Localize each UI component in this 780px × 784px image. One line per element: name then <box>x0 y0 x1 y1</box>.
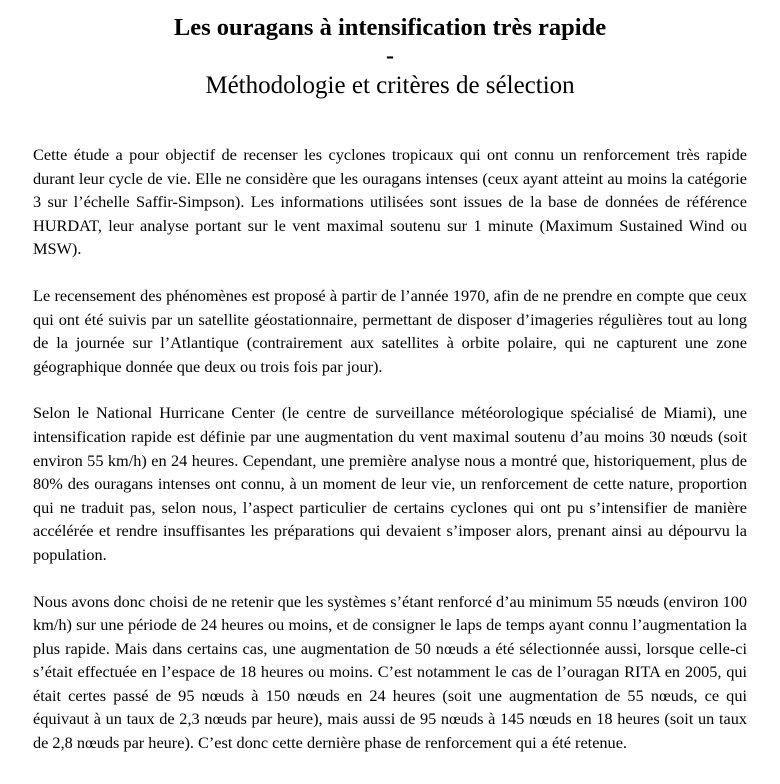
title-separator: - <box>386 43 394 69</box>
document-title: Les ouragans à intensification très rapide <box>173 14 607 41</box>
paragraph-selection-criteria: Nous avons donc choisi de ne retenir que les systèmes s’étant renforcé d’au minimum 55 nœuds (environ 100 km/h) sur une période de 24 heures ou moins, et de consigner le laps de temps ayant connu l’augmentation la plus rapide. Mais dans certains cas, une augmentation de 50 nœuds a été sélectionnée aussi, lorsque celle-ci s’était effectuée en l’espace de 18 heures ou moins. C’est notamment le cas de l’ouragan RITA en 2005, qui était certes passé de 95 nœuds à 150 nœuds en 24 heures (soit une augmentation de 55 nœuds, ce qui équivaut à un taux de 2,3 nœuds par heure), mais aussi de 95 nœuds à 145 nœuds en 18 heures (soit un taux de 2,8 nœuds par heure). C’est donc cette dernière phase de renforcement qui a été retenue. <box>33 591 747 753</box>
document-body <box>33 143 747 755</box>
document-subtitle: Méthodologie et critères de sélection <box>205 72 575 99</box>
paragraph-definition: Selon le National Hurricane Center (le centre de surveillance météorologique spécialisé de Miami), une intensification rapide est définie par une augmentation du vent maximal soutenu d’au moins 30 nœuds (soit environ 55 km/h) en 24 heures. Cependant, une première analyse nous a montré que, historiquement, plus de 80% des ouragans intenses ont connu, à un moment de leur vie, un renforcement de cette nature, proportion qui ne traduit pas, selon nous, l’aspect particulier de certains cyclones qui ont pu s’intensifier de manière accélérée et rendre insuffisantes les préparations qui devaient s’imposer alors, prenant ainsi au dépourvu la population. <box>33 403 747 564</box>
paragraph-census-period: Le recensement des phénomènes est proposé à partir de l’année 1970, afin de ne prendre en compte que ceux qui ont été suivis par un satellite géostationnaire, permettant de disposer d’imageries régulières tout au long de la journée sur l’Atlantique (contrairement aux satellites à orbite polaire, qui ne capturent une zone géographique donnée que deux ou trois fois par jour). <box>33 285 747 376</box>
paragraph-objective: Cette étude a pour objectif de recenser les cyclones tropicaux qui ont connu un renforcement très rapide durant leur cycle de vie. Elle ne considère que les ouragans intenses (ceux ayant atteint au moins la catégorie 3 sur l’échelle Saffir-Simpson). Les informations utilisées sont issues de la base de données de référence HURDAT, leur analyse portant sur le vent maximal soutenu sur 1 minute (Maximum Sustained Wind ou MSW). <box>33 145 747 259</box>
